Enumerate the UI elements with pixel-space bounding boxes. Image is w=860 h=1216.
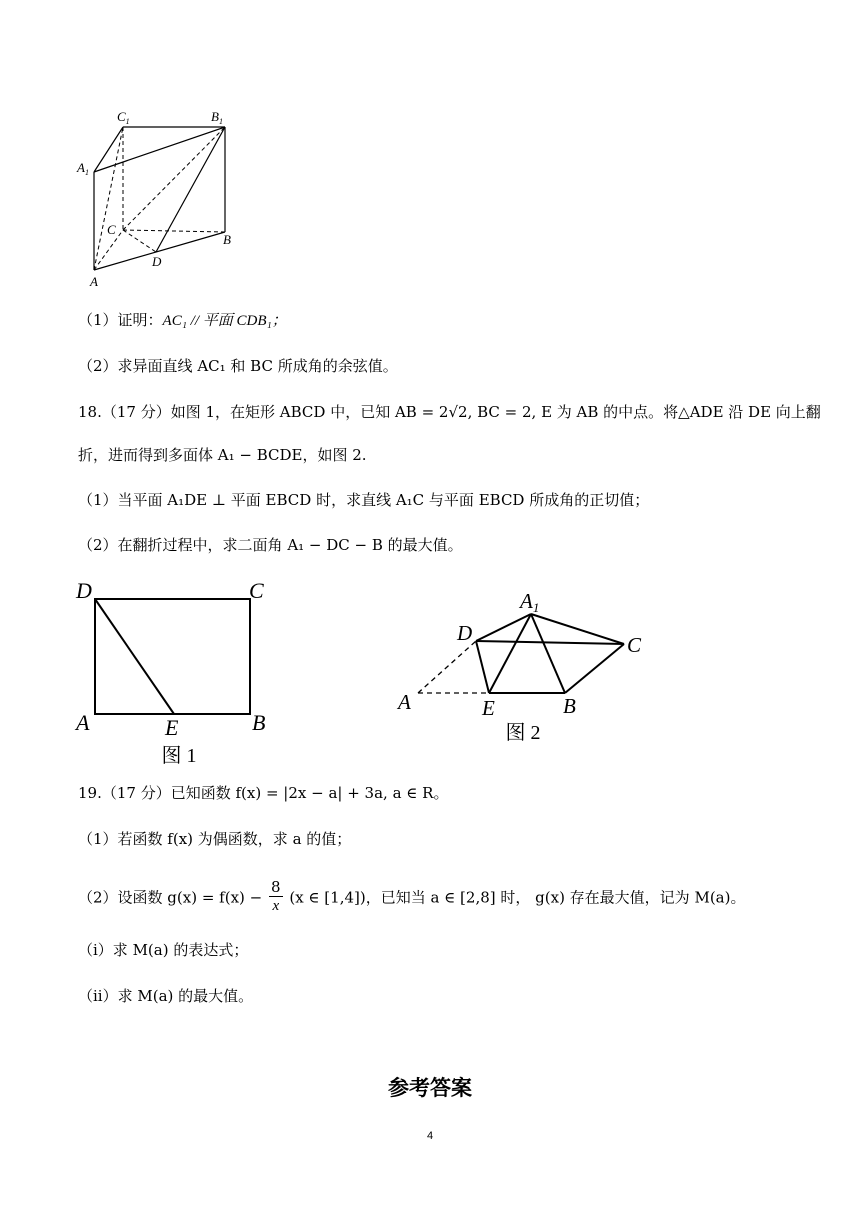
label-d: D [152,254,162,269]
fig1-label-a: A [76,710,90,735]
label-c: C [107,222,116,237]
fig1-label-d: D [76,578,92,603]
fig1-label-b: B [252,710,266,735]
figure-2 [390,582,660,752]
fig2-caption: 图 2 [505,722,541,744]
q19-sub-ii: （ii）求 M(a) 的最大值。 [78,987,254,1005]
fig2-label-c: C [627,633,642,657]
svg-text:A1: $A_1$ [77,160,89,177]
q17-part2: （2）求异面直线 AC₁ 和 BC 所成角的余弦值。 [78,357,398,375]
fig2-label-b: B [563,694,576,718]
q17-part1: （1）证明：AC₁ // 平面 CDB₁； [78,311,287,329]
page-number: 4 [426,1130,434,1142]
svg-text:A1: A1 [520,589,540,615]
q19-stem: 19.（17 分）已知函数 f(x) = |2x − a| + 3a, a ∈ R。 [78,784,449,802]
prism-figure [70,100,250,290]
q19-part2: （2）设函数 g(x) = f(x) − $\frac{8}{x}$ (x ∈ [1,4])，已知当 a ∈ [2,8] 时， g(x) 存在最大值，记为 M(a)。 [78,878,746,914]
q18-part2: （2）在翻折过程中，求二面角 A₁ − DC − B 的最大值。 [78,536,463,554]
label-b1: B [211,109,219,124]
q19-sub-i: （i）求 M(a) 的表达式； [78,941,249,959]
svg-text:C1: $C_1$ [117,109,130,126]
fig2-label-d: D [457,621,473,645]
fig1-label-e: E [165,715,179,740]
frac-den: x [272,898,280,914]
fig1-label-c: C [249,578,264,603]
answer-section-title: 参考答案 [388,1076,472,1100]
fig2-label-e: E [482,696,495,720]
q18-stem-line2: 折，进而得到多面体 A₁ − BCDE，如图 2. [78,446,367,464]
q19-part1: （1）若函数 f(x) 为偶函数，求 a 的值； [78,830,352,848]
fig2-label-a1: A [520,589,533,613]
fig1-caption: 图 1 [161,745,197,767]
q18-stem-line1: 18.（17 分）如图 1，在矩形 ABCD 中，已知 AB = 2√2, BC = 2, E 为 AB 的中点。将△ADE 沿 DE 向上翻 [78,403,821,421]
label-a1: A [77,160,85,175]
fig2-label-a: A [398,690,411,714]
label-a: A [90,274,98,289]
frac-num: 8 [271,878,281,896]
label-c1: C [117,109,126,124]
figure-1 [68,570,288,770]
label-b: B [223,232,231,247]
svg-text:B1: $B_1$ [211,109,223,126]
q18-part1: （1）当平面 A₁DE ⊥ 平面 EBCD 时，求直线 A₁C 与平面 EBCD 所成角的正切值； [78,491,650,509]
